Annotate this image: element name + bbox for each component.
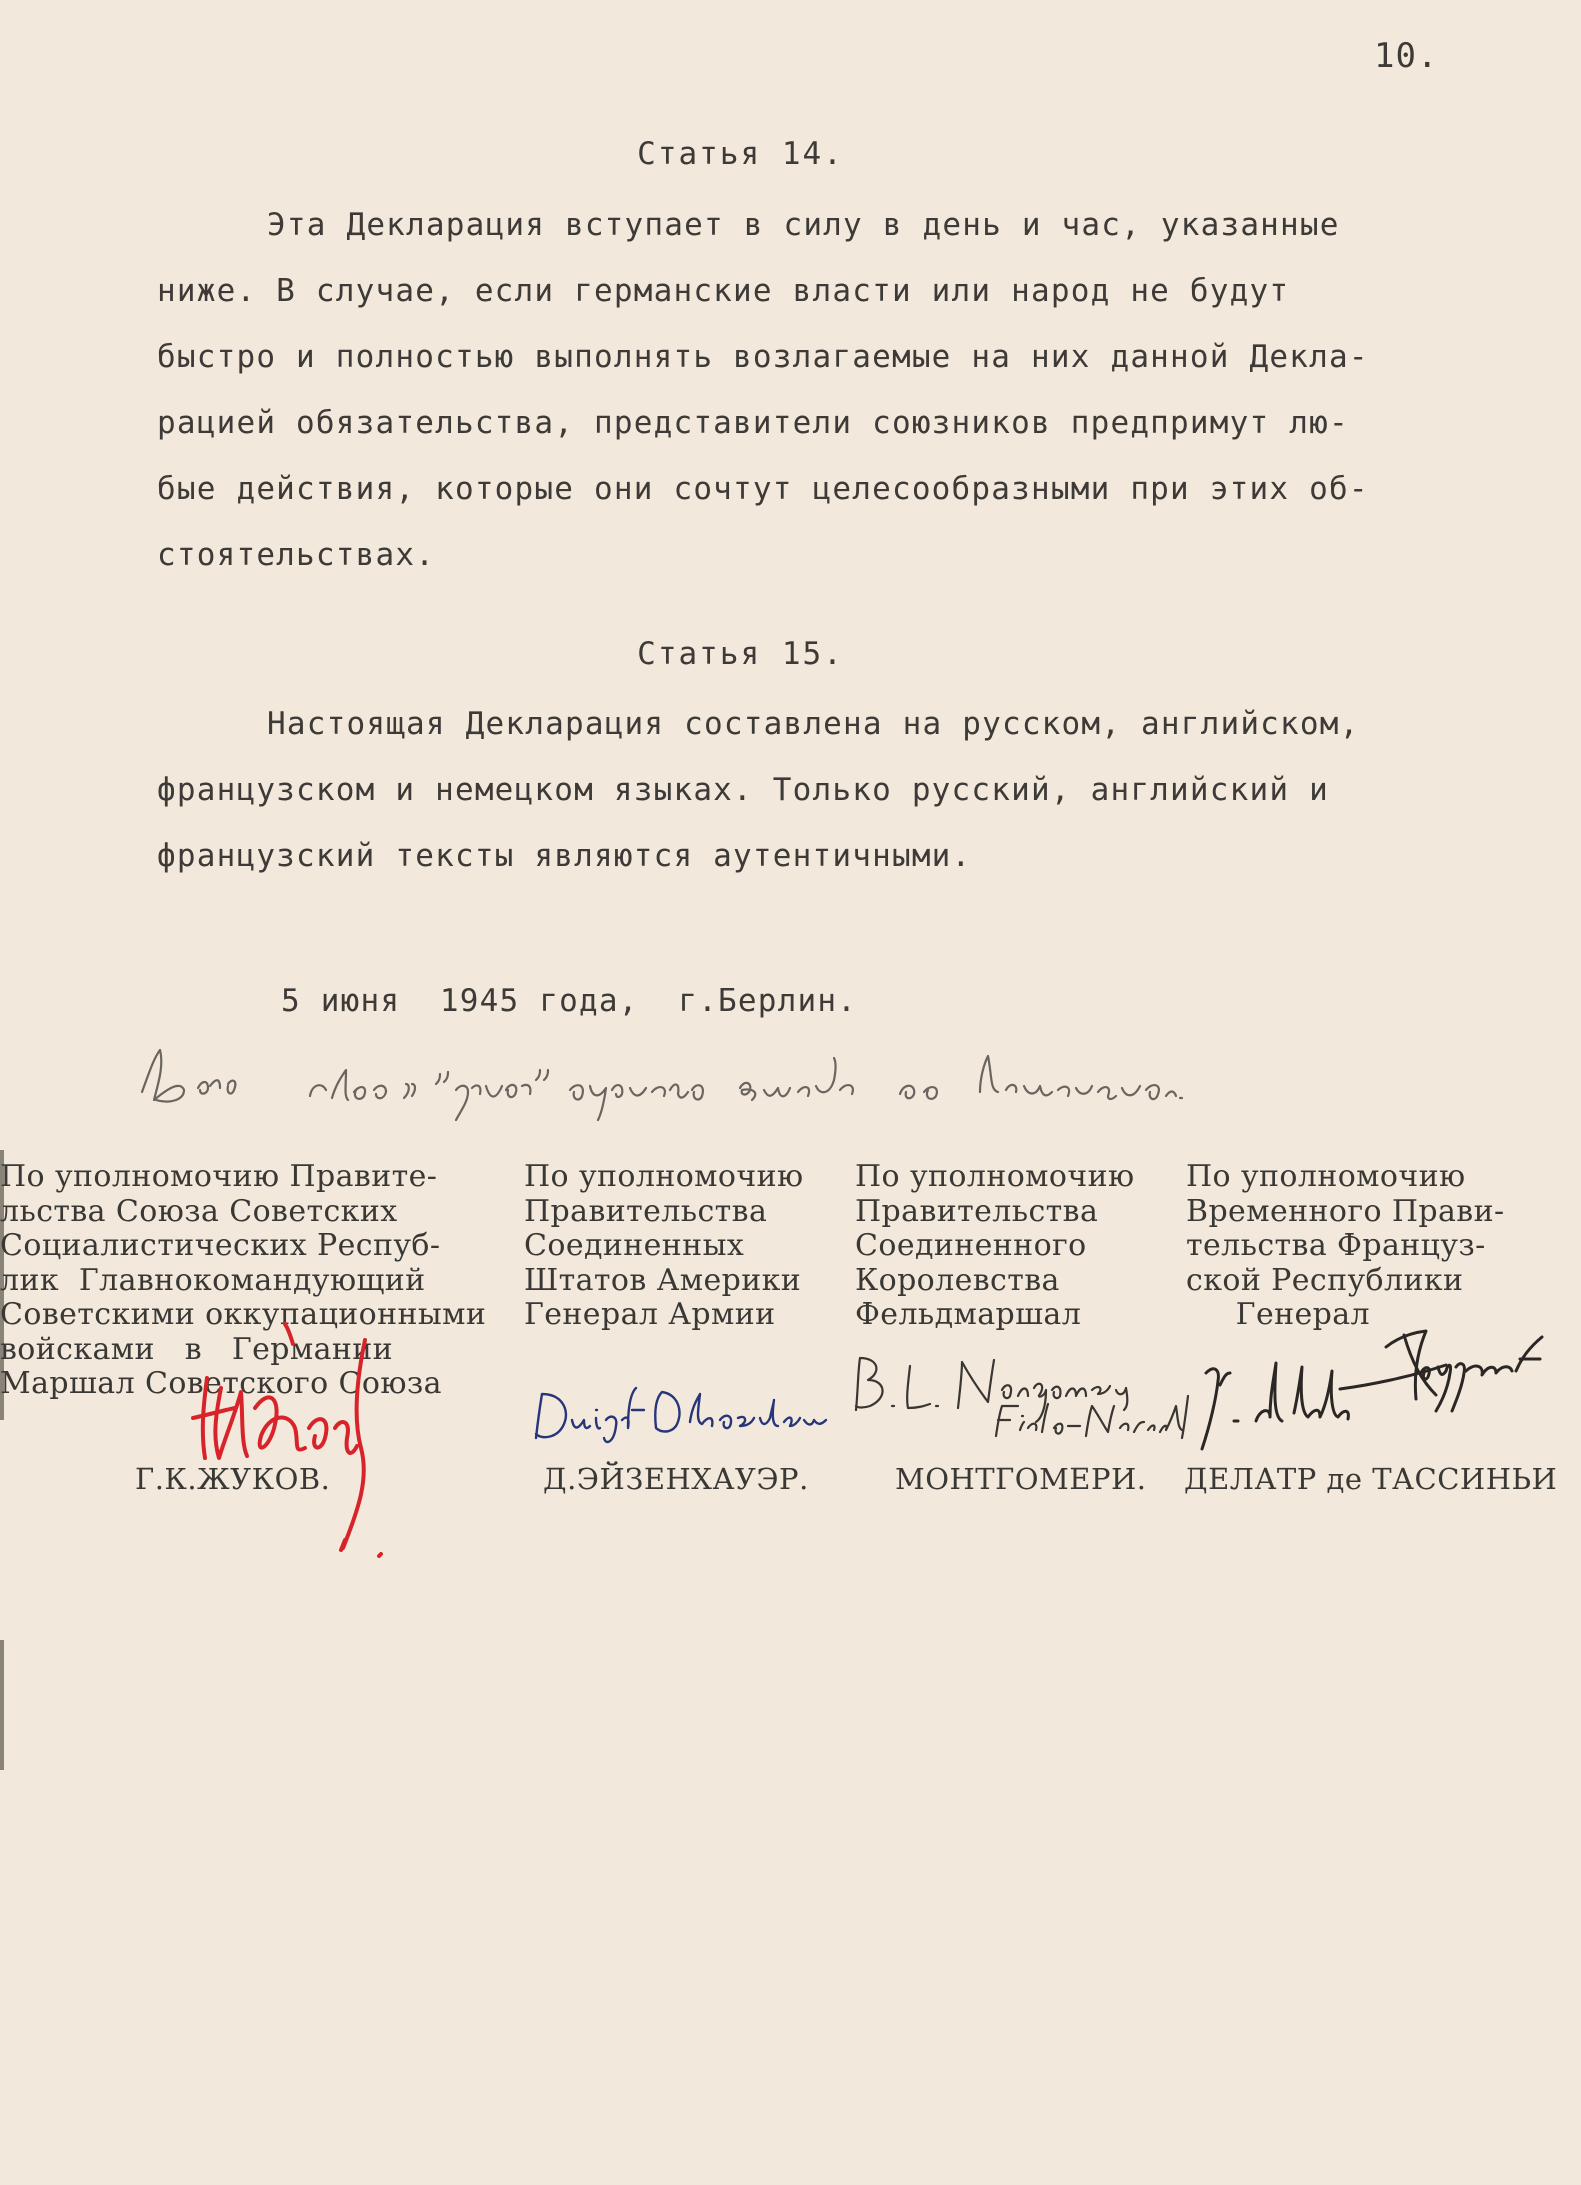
text-line: Настоящая Декларация составлена на русском, английском, [267,706,1360,742]
authority-line: Соединенного [855,1228,1087,1263]
text-line: ниже. В случае, если германские власти или народ не будут [157,273,1290,309]
authority-line: Генерал Армии [524,1297,776,1332]
authority-line: По уполномочию [855,1159,1135,1194]
signatory-name: ДЕЛАТР де ТАССИНЬИ [1184,1462,1558,1496]
authority-line: По уполномочию Правите- [0,1159,438,1194]
authority-line: По уполномочию [1186,1159,1466,1194]
page-number: 10. [1374,36,1439,76]
authority-line: Королевства [855,1262,1060,1298]
signature-de-lattre-de-tassigny [1190,1325,1560,1455]
authority-line: По уполномочию [524,1159,804,1194]
text-line: Эта Декларация вступает в силу в день и час, указанные [267,207,1340,243]
authority-line: Фельдмаршал [855,1297,1082,1332]
article-15-text [157,691,1537,889]
text-line: стоятельствах. [157,537,436,573]
signatory-name: МОНТГОМЕРИ. [895,1462,1147,1496]
authority-line: войсками в Германии [0,1331,394,1367]
signatory-name: Г.К.ЖУКОВ. [135,1462,331,1496]
authority-line: Генерал [1186,1297,1370,1332]
article-14-heading: Статья 14. [637,136,844,172]
authority-line: Правительства [855,1193,1099,1229]
signatory-uk-authority [855,1160,1175,1333]
authority-line: льства Союза Советских [0,1193,398,1229]
signatory-usa-authority [524,1160,844,1333]
article-15-heading: Статья 15. [637,636,844,672]
left-page-edge-lower [0,1640,4,1770]
authority-line: ской Республики [1186,1262,1464,1298]
authority-line: Соединенных [524,1228,745,1263]
text-line: быстро и полностью выполнять возлагаемые на них данной Декла- [157,339,1369,375]
authority-line: Советскими оккупационными [0,1297,487,1332]
signature-zhukov [185,1318,455,1558]
authority-line: Штатов Америки [524,1262,802,1298]
date-place: 5 июня 1945 года, г.Берлин. [281,983,858,1019]
text-line: бые действия, которые они сочтут целесообразными при этих об- [157,471,1369,507]
authority-line: Временного Прави- [1186,1193,1505,1229]
authority-line: лик Главнокомандующий [0,1262,426,1298]
authority-line: Социалистических Респуб- [0,1228,441,1263]
authority-line: тельства Француз- [1186,1228,1486,1263]
signature-eisenhower [528,1380,838,1450]
signature-montgomery [848,1350,1198,1450]
authority-line: Маршал Советского Союза [0,1366,442,1401]
authority-line: Правительства [524,1193,768,1229]
signatory-france-authority [1186,1160,1556,1333]
text-line: рацией обязательства, представители союзников предпримут лю- [157,405,1349,441]
signatory-name: Д.ЭЙЗЕНХАУЭР. [543,1462,809,1496]
article-14-text [157,192,1537,588]
text-line: французском и немецком языках. Только русский, английский и [157,772,1329,808]
handwritten-note [140,1040,1560,1130]
text-line: французский тексты являются аутентичными. [157,838,972,874]
